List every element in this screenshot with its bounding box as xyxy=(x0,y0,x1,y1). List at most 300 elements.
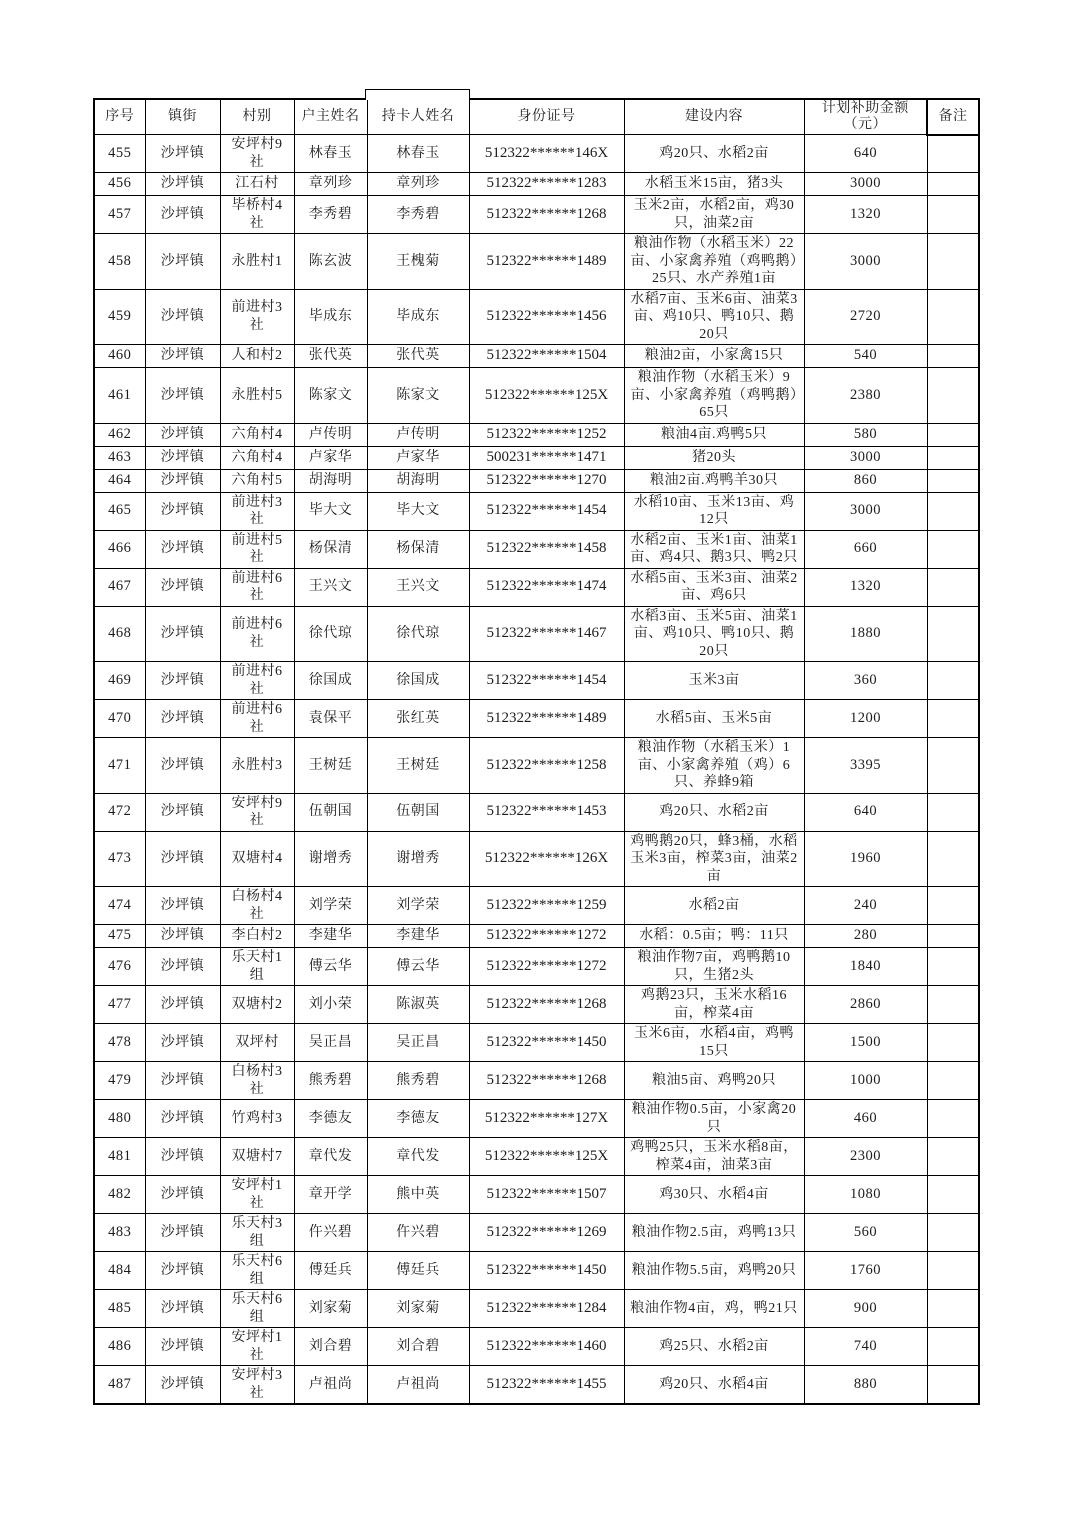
cell-remark xyxy=(927,446,979,469)
cell-construction-content: 猪20头 xyxy=(624,446,804,469)
cell-town: 沙坪镇 xyxy=(145,446,220,469)
cell-subsidy-amount: 460 xyxy=(804,1100,927,1138)
cell-id-number: 512322******1467 xyxy=(469,606,624,662)
cell-id-number: 512322******1284 xyxy=(469,1290,624,1328)
cell-seq: 478 xyxy=(94,1024,145,1062)
cell-owner-name: 陈家文 xyxy=(294,368,367,424)
table-row xyxy=(94,986,979,1024)
cell-town: 沙坪镇 xyxy=(145,568,220,606)
cell-construction-content: 鸡20只、水稻2亩 xyxy=(624,135,804,173)
cell-construction-content: 玉米3亩 xyxy=(624,662,804,700)
cell-seq: 475 xyxy=(94,925,145,948)
cell-town: 沙坪镇 xyxy=(145,1024,220,1062)
cell-village: 毕桥村4社 xyxy=(220,196,294,234)
cell-village: 竹鸡村3 xyxy=(220,1100,294,1138)
cell-owner-name: 毕大文 xyxy=(294,492,367,530)
cell-subsidy-amount: 640 xyxy=(804,135,927,173)
cell-construction-content: 鸡30只、水稻4亩 xyxy=(624,1176,804,1214)
cell-construction-content: 水稻5亩、玉米5亩 xyxy=(624,700,804,738)
cell-village: 安坪村9社 xyxy=(220,793,294,831)
table-row xyxy=(94,469,979,492)
cell-owner-name: 伍朝国 xyxy=(294,793,367,831)
cell-town: 沙坪镇 xyxy=(145,925,220,948)
cell-town: 沙坪镇 xyxy=(145,1252,220,1290)
cell-cardholder-name: 刘家菊 xyxy=(367,1290,469,1328)
cell-id-number: 512322******1268 xyxy=(469,1062,624,1100)
cell-seq: 470 xyxy=(94,700,145,738)
cell-subsidy-amount: 3000 xyxy=(804,234,927,290)
cell-village: 前进村6社 xyxy=(220,568,294,606)
cell-remark xyxy=(927,1252,979,1290)
cell-seq: 458 xyxy=(94,234,145,290)
cell-subsidy-amount: 1840 xyxy=(804,948,927,986)
cell-remark xyxy=(927,345,979,368)
cell-id-number: 512322******127X xyxy=(469,1100,624,1138)
cell-cardholder-name: 刘学荣 xyxy=(367,887,469,925)
table-row xyxy=(94,1176,979,1214)
cell-seq: 457 xyxy=(94,196,145,234)
cell-subsidy-amount: 1880 xyxy=(804,606,927,662)
cell-remark xyxy=(927,1290,979,1328)
cell-village: 安坪村3社 xyxy=(220,1366,294,1405)
cell-village: 江石村 xyxy=(220,173,294,196)
cell-village: 白杨村4社 xyxy=(220,887,294,925)
cell-owner-name: 袁保平 xyxy=(294,700,367,738)
cell-seq: 461 xyxy=(94,368,145,424)
cell-id-number: 512322******1456 xyxy=(469,289,624,345)
cell-owner-name: 徐代琼 xyxy=(294,606,367,662)
cell-construction-content: 粮油作物7亩，鸡鸭鹅10只，生猪2头 xyxy=(624,948,804,986)
cell-owner-name: 李秀碧 xyxy=(294,196,367,234)
cell-subsidy-amount: 1200 xyxy=(804,700,927,738)
cell-cardholder-name: 胡海明 xyxy=(367,469,469,492)
table-row xyxy=(94,1252,979,1290)
header-owner: 户主姓名 xyxy=(294,99,367,135)
cell-construction-content: 粮油作物（水稻玉米）1亩、小家禽养殖（鸡）6只、养蜂9箱 xyxy=(624,738,804,794)
cell-subsidy-amount: 660 xyxy=(804,530,927,568)
cell-owner-name: 陈玄波 xyxy=(294,234,367,290)
cell-town: 沙坪镇 xyxy=(145,887,220,925)
cell-id-number: 512322******1268 xyxy=(469,986,624,1024)
cell-seq: 479 xyxy=(94,1062,145,1100)
table-row xyxy=(94,662,979,700)
cell-cardholder-name: 傅云华 xyxy=(367,948,469,986)
cell-cardholder-name: 卢家华 xyxy=(367,446,469,469)
cell-cardholder-name: 李建华 xyxy=(367,925,469,948)
cell-id-number: 500231******1471 xyxy=(469,446,624,469)
cell-remark xyxy=(927,1062,979,1100)
cell-seq: 456 xyxy=(94,173,145,196)
table-row xyxy=(94,831,979,887)
table-row xyxy=(94,234,979,290)
table-row xyxy=(94,700,979,738)
cell-id-number: 512322******1450 xyxy=(469,1252,624,1290)
cell-cardholder-name: 毕成东 xyxy=(367,289,469,345)
table-row xyxy=(94,492,979,530)
table-row xyxy=(94,887,979,925)
cell-town: 沙坪镇 xyxy=(145,234,220,290)
cell-village: 白杨村3社 xyxy=(220,1062,294,1100)
cell-owner-name: 胡海明 xyxy=(294,469,367,492)
cell-town: 沙坪镇 xyxy=(145,1214,220,1252)
cell-remark xyxy=(927,986,979,1024)
cell-remark xyxy=(927,948,979,986)
cell-construction-content: 粮油作物0.5亩，小家禽20只 xyxy=(624,1100,804,1138)
cell-village: 前进村5社 xyxy=(220,530,294,568)
cell-remark xyxy=(927,1176,979,1214)
cell-town: 沙坪镇 xyxy=(145,793,220,831)
cell-village: 前进村6社 xyxy=(220,662,294,700)
cell-village: 六角村4 xyxy=(220,423,294,446)
cell-seq: 469 xyxy=(94,662,145,700)
cell-owner-name: 徐国成 xyxy=(294,662,367,700)
cell-town: 沙坪镇 xyxy=(145,1290,220,1328)
cell-seq: 472 xyxy=(94,793,145,831)
cell-town: 沙坪镇 xyxy=(145,469,220,492)
cell-seq: 455 xyxy=(94,135,145,173)
cell-cardholder-name: 伍朝国 xyxy=(367,793,469,831)
cell-village: 永胜村1 xyxy=(220,234,294,290)
cell-cardholder-name: 谢增秀 xyxy=(367,831,469,887)
cell-id-number: 512322******1453 xyxy=(469,793,624,831)
cell-seq: 460 xyxy=(94,345,145,368)
cell-village: 前进村6社 xyxy=(220,606,294,662)
table-row xyxy=(94,289,979,345)
cell-seq: 468 xyxy=(94,606,145,662)
cell-subsidy-amount: 2380 xyxy=(804,368,927,424)
cell-town: 沙坪镇 xyxy=(145,289,220,345)
table-row xyxy=(94,793,979,831)
cell-subsidy-amount: 2720 xyxy=(804,289,927,345)
cell-construction-content: 水稻7亩、玉米6亩、油菜3亩、鸡10只、鸭10只、鹅20只 xyxy=(624,289,804,345)
cell-remark xyxy=(927,1138,979,1176)
table-row xyxy=(94,606,979,662)
cell-remark xyxy=(927,738,979,794)
cell-id-number: 512322******126X xyxy=(469,831,624,887)
cell-cardholder-name: 李德友 xyxy=(367,1100,469,1138)
cell-cardholder-name: 杨保清 xyxy=(367,530,469,568)
cell-owner-name: 杨保清 xyxy=(294,530,367,568)
cell-owner-name: 王兴文 xyxy=(294,568,367,606)
table-row xyxy=(94,345,979,368)
cell-seq: 485 xyxy=(94,1290,145,1328)
cell-remark xyxy=(927,196,979,234)
cell-town: 沙坪镇 xyxy=(145,986,220,1024)
cell-seq: 480 xyxy=(94,1100,145,1138)
cell-id-number: 512322******1283 xyxy=(469,173,624,196)
table-row xyxy=(94,925,979,948)
cell-remark xyxy=(927,469,979,492)
cell-remark xyxy=(927,793,979,831)
cell-seq: 467 xyxy=(94,568,145,606)
cell-village: 人和村2 xyxy=(220,345,294,368)
cell-town: 沙坪镇 xyxy=(145,831,220,887)
header-cardholder: 持卡人姓名 xyxy=(367,99,469,135)
cell-id-number: 512322******146X xyxy=(469,135,624,173)
cell-town: 沙坪镇 xyxy=(145,1100,220,1138)
cell-subsidy-amount: 2860 xyxy=(804,986,927,1024)
cell-id-number: 512322******1272 xyxy=(469,925,624,948)
cell-village: 前进村3社 xyxy=(220,289,294,345)
cell-town: 沙坪镇 xyxy=(145,196,220,234)
table-row xyxy=(94,1328,979,1366)
cell-id-number: 512322******1489 xyxy=(469,234,624,290)
cell-subsidy-amount: 360 xyxy=(804,662,927,700)
table-row xyxy=(94,1138,979,1176)
cell-construction-content: 粮油5亩、鸡鸭20只 xyxy=(624,1062,804,1100)
cell-town: 沙坪镇 xyxy=(145,1366,220,1405)
cell-cardholder-name: 仵兴碧 xyxy=(367,1214,469,1252)
cell-village: 乐天村1组 xyxy=(220,948,294,986)
cell-seq: 484 xyxy=(94,1252,145,1290)
cell-cardholder-name: 张红英 xyxy=(367,700,469,738)
cell-subsidy-amount: 540 xyxy=(804,345,927,368)
cell-owner-name: 卢传明 xyxy=(294,423,367,446)
table-row xyxy=(94,948,979,986)
cell-seq: 482 xyxy=(94,1176,145,1214)
cell-village: 李白村2 xyxy=(220,925,294,948)
cell-village: 六角村5 xyxy=(220,469,294,492)
cell-subsidy-amount: 1320 xyxy=(804,568,927,606)
cell-village: 双坪村 xyxy=(220,1024,294,1062)
cell-subsidy-amount: 900 xyxy=(804,1290,927,1328)
cell-id-number: 512322******1507 xyxy=(469,1176,624,1214)
cell-remark xyxy=(927,831,979,887)
cell-subsidy-amount: 3000 xyxy=(804,446,927,469)
cell-construction-content: 粮油作物（水稻玉米）9亩、小家禽养殖（鸡鸭鹅）65只 xyxy=(624,368,804,424)
table-row xyxy=(94,530,979,568)
cell-owner-name: 章开学 xyxy=(294,1176,367,1214)
cell-village: 乐天村6组 xyxy=(220,1252,294,1290)
cell-seq: 486 xyxy=(94,1328,145,1366)
cell-owner-name: 刘合碧 xyxy=(294,1328,367,1366)
cell-remark xyxy=(927,925,979,948)
cell-cardholder-name: 毕大文 xyxy=(367,492,469,530)
cell-seq: 464 xyxy=(94,469,145,492)
cell-town: 沙坪镇 xyxy=(145,368,220,424)
cell-owner-name: 刘小荣 xyxy=(294,986,367,1024)
cell-owner-name: 仵兴碧 xyxy=(294,1214,367,1252)
header-seq: 序号 xyxy=(94,99,145,135)
cell-construction-content: 水稻2亩、玉米1亩、油菜1亩、鸡4只、鹅3只、鸭2只 xyxy=(624,530,804,568)
cell-cardholder-name: 卢传明 xyxy=(367,423,469,446)
cell-seq: 481 xyxy=(94,1138,145,1176)
table-row xyxy=(94,173,979,196)
cell-id-number: 512322******1460 xyxy=(469,1328,624,1366)
cell-cardholder-name: 熊中英 xyxy=(367,1176,469,1214)
cell-cardholder-name: 章代发 xyxy=(367,1138,469,1176)
cell-village: 安坪村1社 xyxy=(220,1328,294,1366)
header-remark: 备注 xyxy=(927,99,979,135)
cell-subsidy-amount: 1000 xyxy=(804,1062,927,1100)
cell-cardholder-name: 熊秀碧 xyxy=(367,1062,469,1100)
table-row xyxy=(94,1214,979,1252)
cell-construction-content: 粮油作物（水稻玉米）22亩、小家禽养殖（鸡鸭鹅）25只、水产养殖1亩 xyxy=(624,234,804,290)
cell-owner-name: 刘家菊 xyxy=(294,1290,367,1328)
cell-subsidy-amount: 740 xyxy=(804,1328,927,1366)
cell-subsidy-amount: 3000 xyxy=(804,492,927,530)
header-village: 村别 xyxy=(220,99,294,135)
cell-cardholder-name: 陈家文 xyxy=(367,368,469,424)
cell-seq: 465 xyxy=(94,492,145,530)
cell-subsidy-amount: 1500 xyxy=(804,1024,927,1062)
cell-town: 沙坪镇 xyxy=(145,492,220,530)
cell-town: 沙坪镇 xyxy=(145,135,220,173)
table-row xyxy=(94,446,979,469)
cell-remark xyxy=(927,530,979,568)
cell-id-number: 512322******1458 xyxy=(469,530,624,568)
cell-construction-content: 水稻3亩、玉米5亩、油菜1亩、鸡10只、鸭10只、鹅20只 xyxy=(624,606,804,662)
cell-subsidy-amount: 280 xyxy=(804,925,927,948)
cell-id-number: 512322******1259 xyxy=(469,887,624,925)
cell-construction-content: 粮油作物5.5亩，鸡鸭20只 xyxy=(624,1252,804,1290)
cell-remark xyxy=(927,289,979,345)
table-row xyxy=(94,423,979,446)
cell-construction-content: 玉米2亩，水稻2亩，鸡30只，油菜2亩 xyxy=(624,196,804,234)
cell-village: 双塘村4 xyxy=(220,831,294,887)
cell-cardholder-name: 陈淑英 xyxy=(367,986,469,1024)
cell-remark xyxy=(927,1328,979,1366)
cell-subsidy-amount: 1320 xyxy=(804,196,927,234)
header-town: 镇街 xyxy=(145,99,220,135)
cell-owner-name: 熊秀碧 xyxy=(294,1062,367,1100)
cell-construction-content: 鸡鸭25只，玉米水稻8亩，榨菜4亩，油菜3亩 xyxy=(624,1138,804,1176)
cell-remark xyxy=(927,700,979,738)
cell-village: 永胜村5 xyxy=(220,368,294,424)
cell-town: 沙坪镇 xyxy=(145,345,220,368)
table-row xyxy=(94,1024,979,1062)
cell-remark xyxy=(927,887,979,925)
cell-subsidy-amount: 3000 xyxy=(804,173,927,196)
cell-remark xyxy=(927,173,979,196)
cell-subsidy-amount: 1080 xyxy=(804,1176,927,1214)
cell-id-number: 512322******1450 xyxy=(469,1024,624,1062)
cell-village: 双塘村2 xyxy=(220,986,294,1024)
cell-seq: 477 xyxy=(94,986,145,1024)
cell-owner-name: 张代英 xyxy=(294,345,367,368)
cell-id-number: 512322******125X xyxy=(469,1138,624,1176)
cell-seq: 474 xyxy=(94,887,145,925)
cell-cardholder-name: 刘合碧 xyxy=(367,1328,469,1366)
cell-owner-name: 李德友 xyxy=(294,1100,367,1138)
cell-town: 沙坪镇 xyxy=(145,606,220,662)
cell-seq: 487 xyxy=(94,1366,145,1405)
cell-town: 沙坪镇 xyxy=(145,1328,220,1366)
cell-village: 前进村6社 xyxy=(220,700,294,738)
cell-construction-content: 水稻玉米15亩，猪3头 xyxy=(624,173,804,196)
cell-remark xyxy=(927,606,979,662)
cardholder-header-overflow-box xyxy=(365,89,470,100)
header-content: 建设内容 xyxy=(624,99,804,135)
cell-seq: 471 xyxy=(94,738,145,794)
cell-village: 乐天村6组 xyxy=(220,1290,294,1328)
cell-remark xyxy=(927,423,979,446)
cell-construction-content: 粮油作物4亩，鸡，鸭21只 xyxy=(624,1290,804,1328)
cell-village: 安坪村1社 xyxy=(220,1176,294,1214)
cell-id-number: 512322******1474 xyxy=(469,568,624,606)
cell-owner-name: 傅廷兵 xyxy=(294,1252,367,1290)
cell-subsidy-amount: 860 xyxy=(804,469,927,492)
cell-owner-name: 谢增秀 xyxy=(294,831,367,887)
cell-seq: 483 xyxy=(94,1214,145,1252)
cell-construction-content: 水稻2亩 xyxy=(624,887,804,925)
cell-remark xyxy=(927,1366,979,1405)
cell-construction-content: 水稻5亩、玉米3亩、油菜2亩、鸡6只 xyxy=(624,568,804,606)
cell-id-number: 512322******1270 xyxy=(469,469,624,492)
cell-cardholder-name: 王兴文 xyxy=(367,568,469,606)
cell-subsidy-amount: 880 xyxy=(804,1366,927,1405)
cell-seq: 462 xyxy=(94,423,145,446)
header-id-number: 身份证号 xyxy=(469,99,624,135)
cell-subsidy-amount: 2300 xyxy=(804,1138,927,1176)
cell-cardholder-name: 张代英 xyxy=(367,345,469,368)
cell-construction-content: 水稻：0.5亩；鸭：11只 xyxy=(624,925,804,948)
cell-remark xyxy=(927,368,979,424)
cell-seq: 476 xyxy=(94,948,145,986)
cell-seq: 459 xyxy=(94,289,145,345)
cell-town: 沙坪镇 xyxy=(145,1138,220,1176)
cell-town: 沙坪镇 xyxy=(145,738,220,794)
cell-construction-content: 鸡鹅23只，玉米水稻16亩，榨菜4亩 xyxy=(624,986,804,1024)
cell-owner-name: 李建华 xyxy=(294,925,367,948)
cell-cardholder-name: 吴正昌 xyxy=(367,1024,469,1062)
cell-town: 沙坪镇 xyxy=(145,423,220,446)
cell-cardholder-name: 王槐菊 xyxy=(367,234,469,290)
cell-owner-name: 傅云华 xyxy=(294,948,367,986)
cell-remark xyxy=(927,492,979,530)
cell-cardholder-name: 卢祖尚 xyxy=(367,1366,469,1405)
cell-subsidy-amount: 580 xyxy=(804,423,927,446)
cell-id-number: 512322******1269 xyxy=(469,1214,624,1252)
table-row xyxy=(94,135,979,173)
cell-construction-content: 鸡25只、水稻2亩 xyxy=(624,1328,804,1366)
cell-remark xyxy=(927,662,979,700)
cell-village: 六角村4 xyxy=(220,446,294,469)
cell-id-number: 512322******1504 xyxy=(469,345,624,368)
cell-construction-content: 鸡20只、水稻2亩 xyxy=(624,793,804,831)
cell-subsidy-amount: 3395 xyxy=(804,738,927,794)
cell-id-number: 512322******1268 xyxy=(469,196,624,234)
cell-construction-content: 粮油2亩.鸡鸭羊30只 xyxy=(624,469,804,492)
cell-cardholder-name: 章列珍 xyxy=(367,173,469,196)
table-body xyxy=(94,135,979,1405)
table-row xyxy=(94,568,979,606)
cell-construction-content: 鸡鸭鹅20只，蜂3桶，水稻玉米3亩，榨菜3亩，油菜2亩 xyxy=(624,831,804,887)
cell-construction-content: 鸡20只、水稻4亩 xyxy=(624,1366,804,1405)
cell-town: 沙坪镇 xyxy=(145,662,220,700)
cell-town: 沙坪镇 xyxy=(145,530,220,568)
cell-id-number: 512322******1455 xyxy=(469,1366,624,1405)
table-row xyxy=(94,196,979,234)
table-row xyxy=(94,1366,979,1405)
table-row xyxy=(94,738,979,794)
cell-subsidy-amount: 560 xyxy=(804,1214,927,1252)
cell-construction-content: 粮油作物2.5亩，鸡鸭13只 xyxy=(624,1214,804,1252)
cell-owner-name: 卢家华 xyxy=(294,446,367,469)
cell-id-number: 512322******1272 xyxy=(469,948,624,986)
cell-village: 永胜村3 xyxy=(220,738,294,794)
cell-remark xyxy=(927,1100,979,1138)
cell-village: 前进村3社 xyxy=(220,492,294,530)
cell-owner-name: 章列珍 xyxy=(294,173,367,196)
cell-construction-content: 粮油2亩，小家禽15只 xyxy=(624,345,804,368)
cell-cardholder-name: 徐国成 xyxy=(367,662,469,700)
cell-owner-name: 卢祖尚 xyxy=(294,1366,367,1405)
cell-town: 沙坪镇 xyxy=(145,700,220,738)
cell-town: 沙坪镇 xyxy=(145,1176,220,1214)
table-row xyxy=(94,368,979,424)
cell-id-number: 512322******1252 xyxy=(469,423,624,446)
